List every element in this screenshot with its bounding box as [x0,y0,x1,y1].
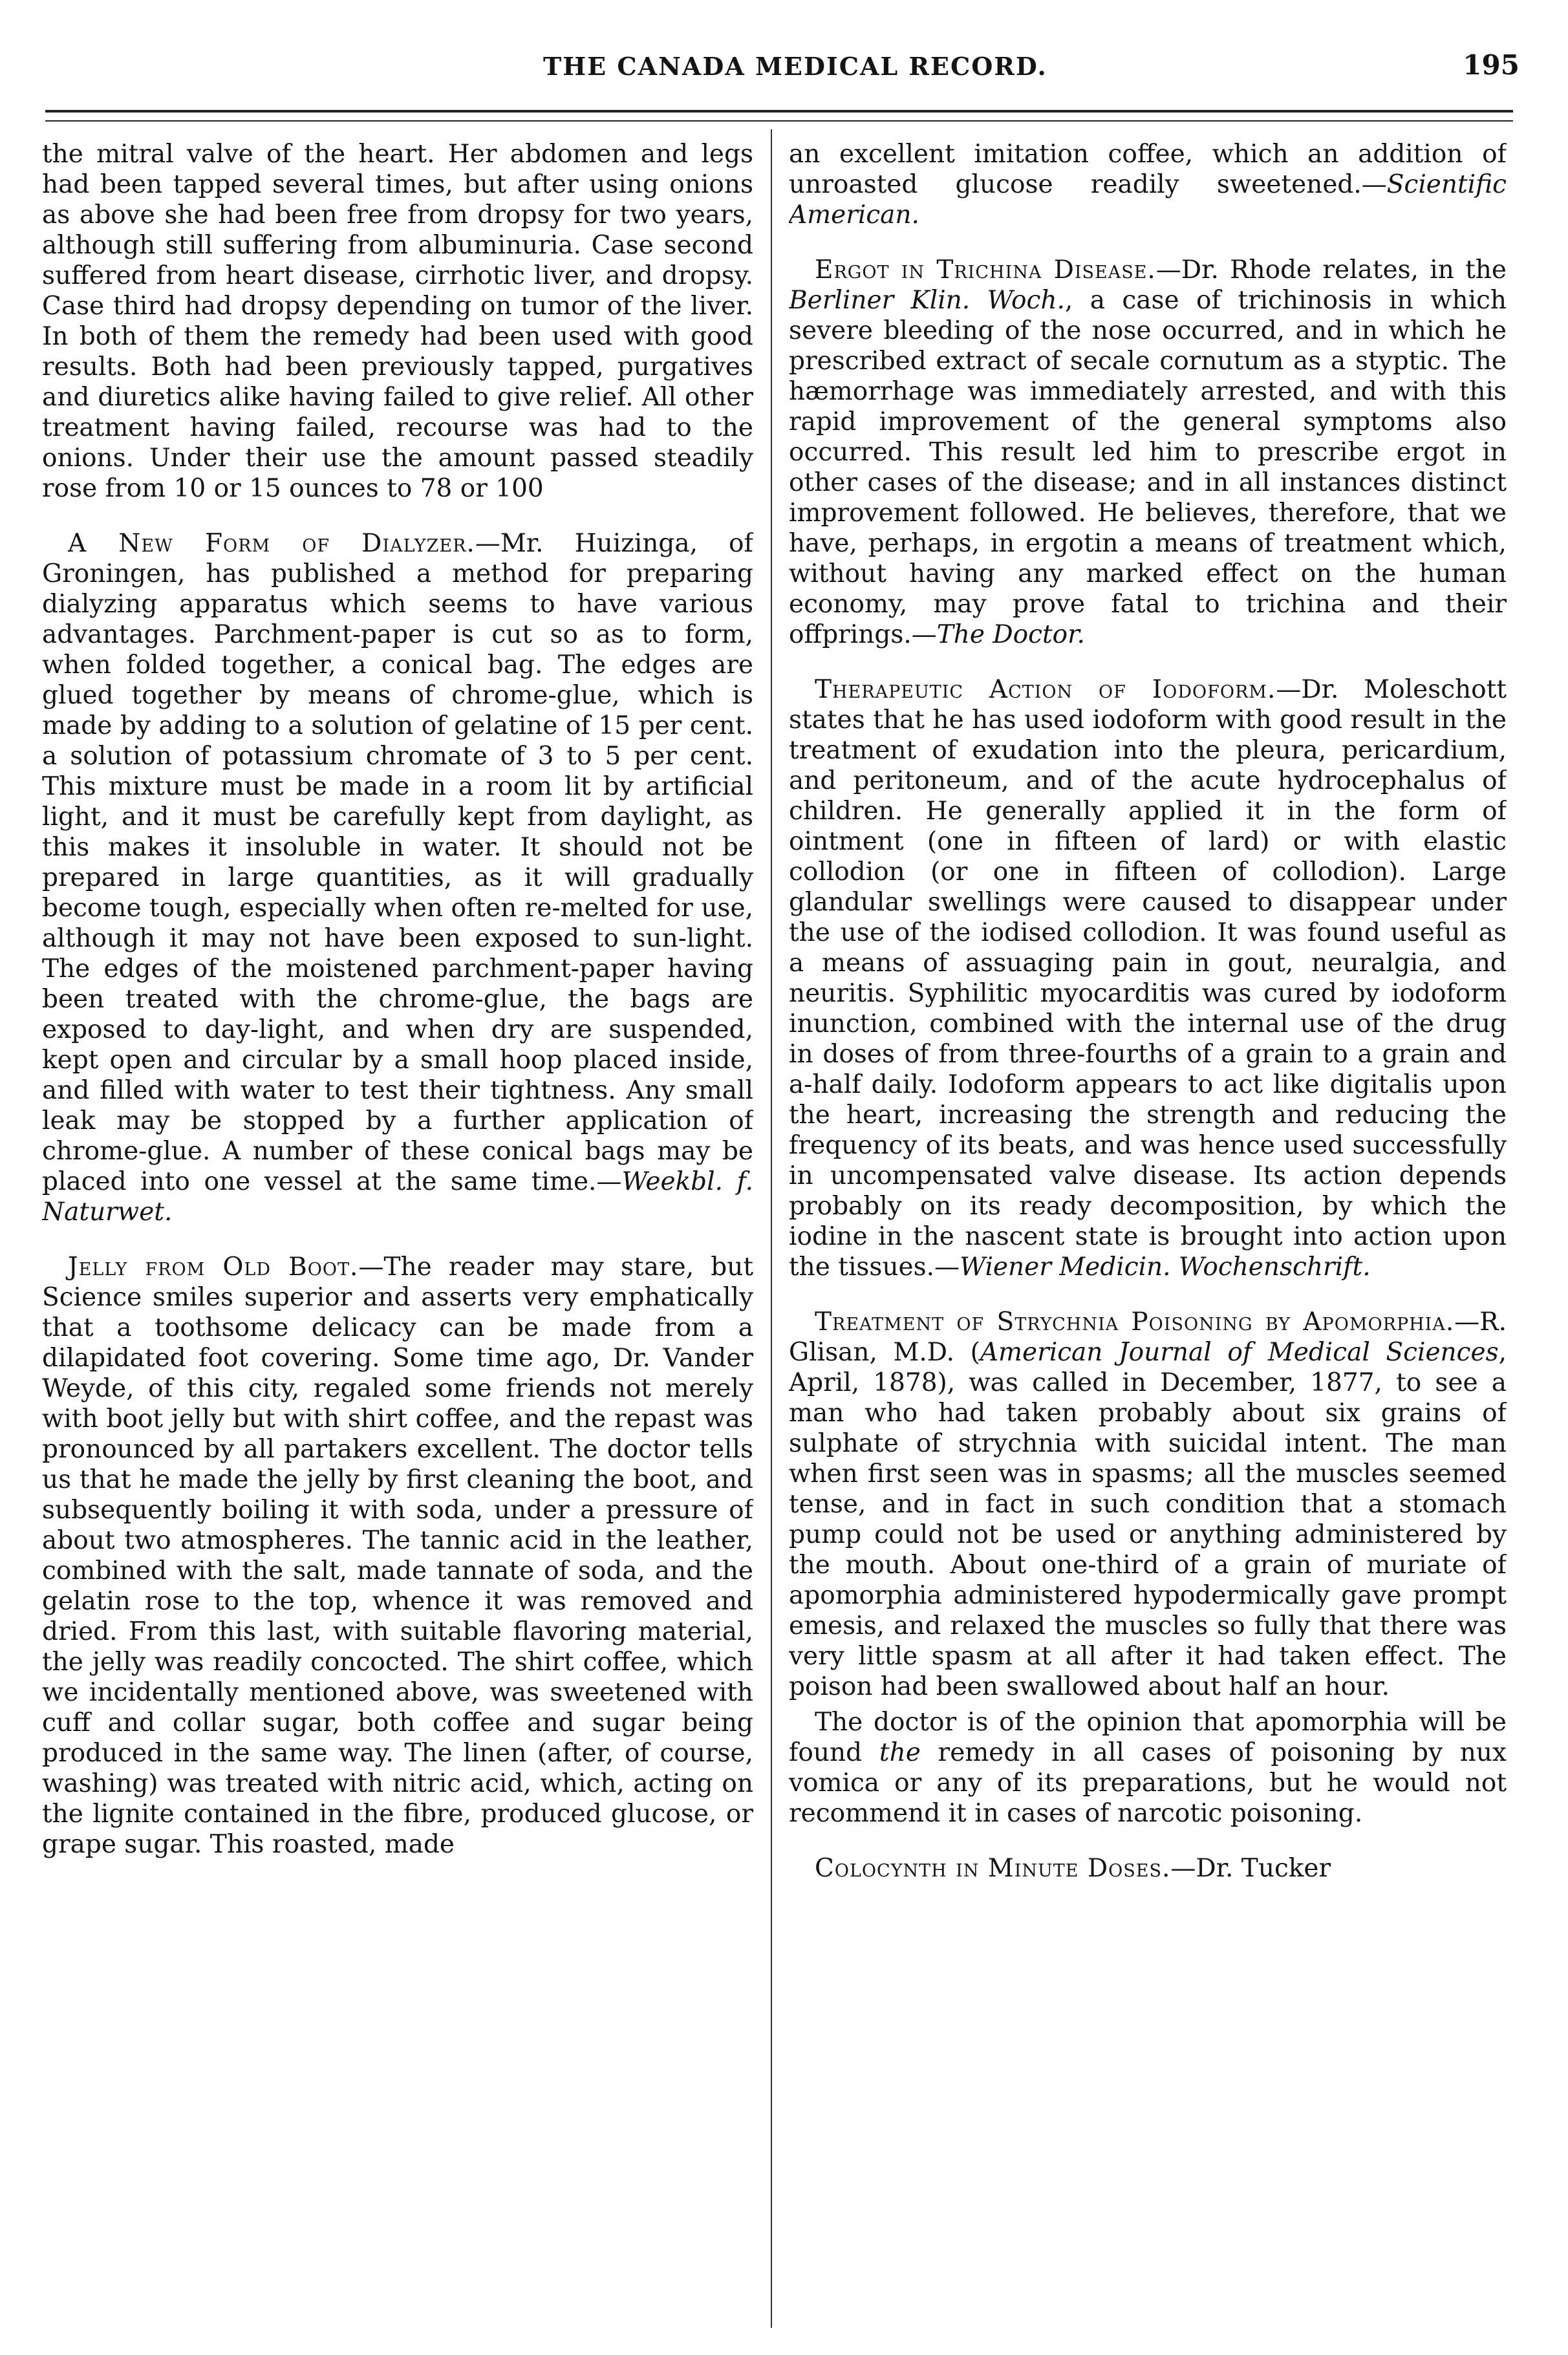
article-jelly [42,1252,753,1860]
right-column [789,139,1507,2331]
article-heading: Ergot in Trichina Disease. [815,255,1156,285]
article-heading: Jelly from Old Boot. [68,1253,359,1282]
paragraph-text: , a case of trichinosis in which severe bleeding of the nose occurred, and in which he prescribed extract of secale cornutum as a styptic. The hæmorrhage was immediately arrested, and with this rapid improvement of the general symptoms also occurred. This result led him to prescribe ergot in other cases of the disease; and in all instances distinct improvement followed. He believes, therefore, that we have, perhaps, in ergotin a means of treatment which, without having any marked effect on the human economy, may prove fatal to trichina and their offprings.— [789,286,1507,649]
emphasis: the [879,1738,921,1767]
paragraph-text: remedy in all cases of poisoning by nux vomica or any of its preparations, but he would not recommend it in cases of narcotic poisoning. [789,1738,1507,1828]
article-heading: Therapeutic Action of Iodoform. [815,675,1276,704]
paragraph-text: —The reader may stare, but Science smiles superior and asserts very emphatically that a toothsome delicacy can be made from a dilapidated foot covering. Some time ago, Dr. Vander Weyde, of this city, regaled some friends not merely with boot jelly but with shirt coffee, and the repast was pronounced by all partakers excellent. The doctor tells us that he made the jelly by first cleaning the boot, and subsequently boiling it with soda, under a pressure of about two atmospheres. The tannic acid in the leather, combined with the salt, made tannate of soda, and the gelatin rose to the top, whence it was removed and dried. From this last, with suitable flavoring material, the jelly was readily concocted. The shirt coffee, which we incidentally mentioned above, was sweetened with cuff and collar sugar, both coffee and sugar being produced in the same way. The linen (after, of course, washing) was treated with nitric acid, which, acting on the lignite contained in the fibre, produced glucose, or grape sugar. This roasted, made [42,1253,753,1859]
article-heading: Colocynth in Minute Doses. [815,1854,1171,1883]
paragraph-text: —Dr. Tucker [1170,1854,1331,1883]
running-title: THE CANADA MEDICAL RECORD. [543,52,1047,81]
paragraph-text: an excellent imitation coffee, which an addition of unroasted glucose readily sweetened.— [789,140,1507,199]
left-column [42,139,753,2331]
header-rule-thin [45,120,1513,122]
source-citation: Wiener Medicin. Wochenschrift. [960,1253,1371,1282]
journal-name: Berliner Klin. Woch. [789,286,1065,315]
paragraph-text: , April, 1878), was called in December, 1877, to see a man who had taken probably about six grains of sulphate of strychnia with suicidal intent. The man when first seen was in spasms; all the muscles seemed tense, and in fact in such condition that a stomach pump could not be used or anything administered by the mouth. About one-third of a grain of muriate of apomorphia administered hypodermically gave prompt emesis, and relaxed the muscles so fully that there was very little spasm at all after it had taken effect. The poison had been swallowed about half an hour. [789,1338,1507,1701]
paragraph-text: —Dr. Moleschott states that he has used iodoform with good result in the treatment of exudation into the pleura, pericardium, and peritoneum, and of the acute hydrocephalus of children. He generally applied it in the form of ointment (one in fifteen of lard) or with elastic collodion (or one in fifteen of collodion). Large glandular swellings were caused to disappear under the use of the iodised collodion. It was found useful as a means of assuaging pain in gout, neuralgia, and neuritis. Syphilitic myocarditis was cured by iodoform inunction, combined with the internal use of the drug in doses of from three-fourths of a grain to a grain and a-half daily. Iodoform appears to act like digitalis upon the heart, increasing the strength and reducing the frequency of its beats, and was hence used successfully in uncompensated valve disease. Its action depends probably on its ready decomposition, by which the iodine in the nascent state is brought into action upon the tissues.— [789,675,1507,1282]
paragraph-text: The doctor is of the opinion that apomorphia will be found [789,1708,1507,1767]
article-heading: Treatment of Strychnia Poisoning by Apomorphia. [815,1307,1455,1337]
article-strychnia-cont [789,1707,1507,1829]
article-ergot [789,255,1507,650]
source-citation: The Doctor. [936,620,1085,649]
header-rule [45,110,1513,113]
article-heading: A New Form of Dialyzer. [68,529,475,558]
source-citation: Scientific American. [789,170,1507,230]
article-iodoform [789,674,1507,1282]
article-continuation [789,139,1507,230]
column-divider [771,129,772,2328]
journal-name: American Journal of Medical Sciences [980,1338,1499,1367]
article-continuation [42,139,753,504]
source-citation: Weekbl. f. Naturwet. [42,1167,753,1227]
paragraph-text: —Mr. Huizinga, of Groningen, has published a method for preparing dialyzing apparatus which seems to have various advantages. Parchment-paper is cut so as to form, when folded together, a conical bag. The edges are glued together by means of chrome-glue, which is made by adding to a solution of gelatine of 15 per cent. a solution of potassium chromate of 3 to 5 per cent. This mixture must be made in a room lit by artificial light, and it must be carefully kept from daylight, as this makes it insoluble in water. It should not be prepared in large quantities, as it will gradually become tough, especially when often re-melted for use, although it may not have been exposed to sun-light. The edges of the moistened parchment-paper having been treated with the chrome-glue, the bags are exposed to day-light, and when dry are suspended, kept open and circular by a small hoop placed inside, and filled with water to test their tightness. Any small leak may be stopped by a further application of chrome-glue. A number of these conical bags may be placed into one vessel at the same time.— [42,529,753,1196]
article-strychnia [789,1307,1507,1702]
article-colocynth [789,1853,1507,1884]
paragraph-text: —Dr. Rhode relates, in the [1155,255,1507,285]
page-header [39,45,1520,84]
article-dialyzer [42,528,753,1227]
paragraph-text: —R. Glisan, M.D. ( [789,1307,1507,1367]
paragraph-text: the mitral valve of the heart. Her abdomen and legs had been tapped several times, but after using onions as above she had been free from dropsy for two years, although still suffering from albuminuria. Case second suffered from heart disease, cirrhotic liver, and dropsy. Case third had dropsy depending on tumor of the liver. In both of them the remedy had been used with good results. Both had been previously tapped, purgatives and diuretics alike having failed to give relief. All other treatment having failed, recourse was had to the onions. Under their use the amount passed steadily rose from 10 or 15 ounces to 78 or 100 [42,140,753,503]
page-number: 195 [1463,49,1520,81]
